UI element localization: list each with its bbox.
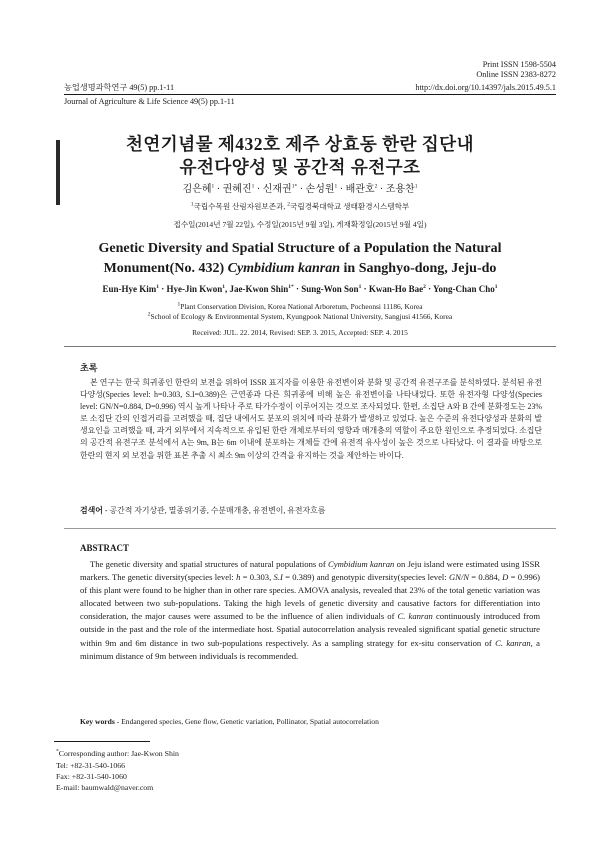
section-rule (64, 346, 556, 347)
title-ko-line1: 천연기념물 제432호 제주 상효동 한란 집단내 (125, 134, 474, 154)
footnote-email[interactable]: E-mail: baumwald@naver.com (56, 783, 154, 792)
journal-header-en: Journal of Agriculture & Life Science 49(5) pp.1-11 (64, 97, 235, 106)
header-rule (64, 94, 556, 95)
abstract-en-heading: ABSTRACT (80, 543, 130, 553)
online-issn: Online ISSN 2383-8272 (476, 70, 556, 79)
journal-header-ko: 농업생명과학연구 49(5) pp.1-11 (64, 83, 175, 92)
issn-block (476, 60, 556, 80)
footnote-tel: Tel: +82-31-540-1066 (56, 761, 126, 770)
authors-ko: 김은혜$^1$ · 권혜진$^1$ · 신재권$^{1*}$ · 손성원$^1$ · 배관호$^2$ · 조용찬$^1$ (182, 183, 418, 195)
doi-link[interactable]: http://dx.doi.org/10.14397/jals.2015.49.5.1 (415, 83, 556, 92)
title-ko-line2: 유전다양성 및 공간적 유전구조 (179, 157, 421, 177)
affiliations-ko: $^1$국립수목원 산림자원보존과, $^2$국립경북대학교 생태환경시스템학부 (190, 201, 410, 211)
footnote-corresponding: *Corresponding author: Jae-Kwon Shin (56, 748, 179, 758)
abstract-en-body: The genetic diversity and spatial structures of natural populations of Cymbidium kanran on Jeju island were estimated using ISSR markers. The genetic diversity(species level: h = 0.303, S.I = 0.389) and genotypic diversity(species level: GN/N = 0.884, D = 0.996) of this plant were found to be higher than in other rare species. AMOVA analysis, revealed that 23% of the total genetic variation was allocated between two sub-populations. Taking the high levels of genetic diversity and causative factors for differentiation into consideration, the major causes were assumed to be the influence of alien individuals of C. kanran continuously introduced from outside in the past and the role of the intermediate host. Spatial autocorrelation analysis revealed significant spatial genetic structure within 9m and 6m distance in two sub-populations respectively. As a sampling strategy for ex-situ conservation of C. kanran, a minimum distance of 9m between individuals is recommended. (80, 559, 541, 661)
title-sidebar-bar (56, 140, 60, 205)
affiliation-en-1: $^1$Plant Conservation Division, Korea National Arboretum, Pocheonsi 11186, Korea (177, 301, 423, 311)
dates-ko: 접수일(2014년 7월 22일), 수정일(2015년 9월 3일), 게재확정일(2015년 9월 4일) (173, 220, 427, 229)
keywords-en: Key words - Endangered species, Gene flow, Genetic variation, Pollinator, Spatial autocorrelation (80, 717, 379, 726)
print-issn: Print ISSN 1598-5504 (482, 60, 556, 69)
title-en-line1: Genetic Diversity and Spatial Structure of a Population the Natural (98, 241, 502, 256)
authors-en: Eun-Hye Kim$^1$ · Hye-Jin Kwon$^1$, Jae-Kwon Shin$^{1*}$ · Sung-Won Son$^1$ · Kwan-Ho Bae$^2$ · Yong-Chan Cho$^1$ (102, 284, 498, 294)
abstract-ko-body: 본 연구는 한국 희귀종인 한란의 보전을 위하여 ISSR 표지자를 이용한 유전변이와 분화 및 공간적 유전구조를 분석하였다. 분석된 유전다양성(Species level: h=0.303, S.I=0.389)은 근연종과 다른 희귀종에 비해 높은 유전변이를 나타내었다. 또한 유전자형 다양성(Species level: GN/N=0.884, D=0.996) 역시 높게 나타나 주로 타가수정이 이루어지는 것으로 조사되었다. 한편, 소집단 A와 B 간에 분화정도는 23%로 소집단 간의 인접거리를 고려했을 때, 집단 내에서도 분포의 위치에 따라 분화가 발생하고 있었다. 높은 수준의 유전다양성과 분화의 발생요인을 고려했을 때, 과거 외부에서 지속적으로 유입된 한란 개체로부터의 영향과 매개충의 역할이 주요한 원인으로 추정되었다. 소집단의 공간적 유전구조 분석에서 A는 9m, B는 6m 이내에 분포하는 개체들 간에 유전적 유사성이 높은 것으로 나타났다. 이 결과를 바탕으로 한란의 현지 외 보전을 위한 표본 추출 시 최소 9m 이상의 간격을 유지하는 것을 제안하는 바이다. (80, 378, 542, 460)
section-rule-2 (64, 528, 556, 529)
keywords-ko: 검색어 - 공간적 자기상관, 멸종위기종, 수분매개충, 유전변이, 유전자흐름 (80, 506, 326, 515)
affiliation-en-2: $^2$School of Ecology & Environmental System, Kyungpook National University, Sangjusi 41566, Korea (147, 311, 453, 321)
dates-en: Received: JUL. 22. 2014, Revised: SEP. 3. 2015, Accepted: SEP. 4. 2015 (192, 328, 408, 337)
title-en-line2: Monument(No. 432) Cymbidium kanran in Sanghyo-dong, Jeju-do (103, 261, 497, 276)
footnote-fax: Fax: +82-31-540-1060 (56, 772, 127, 781)
abstract-ko-heading: 초록 (80, 363, 98, 373)
footnote-rule (54, 741, 150, 742)
